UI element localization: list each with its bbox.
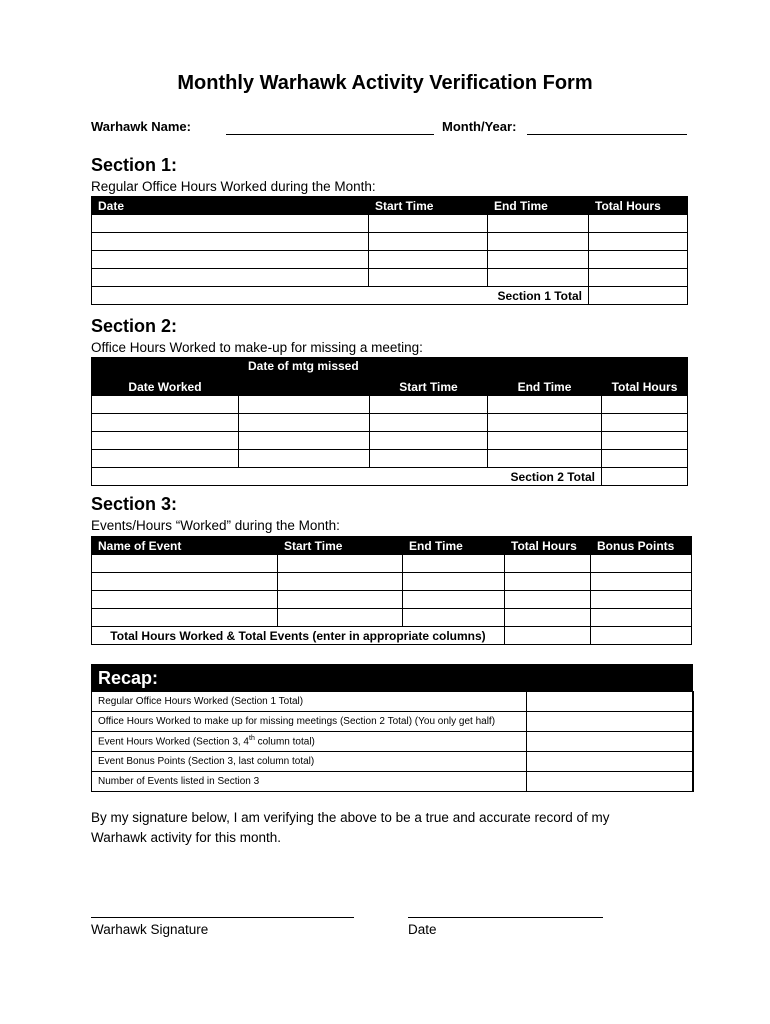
section2-total-row [92, 468, 688, 486]
recap-value-cell[interactable] [527, 732, 694, 752]
month-year-field[interactable] [527, 134, 687, 135]
section3-total-hours-cell[interactable] [505, 627, 591, 645]
col-bonus-points: Bonus Points [591, 537, 692, 555]
section1-total-row [92, 287, 688, 305]
section2-total-cell[interactable] [602, 468, 688, 486]
form-title: Monthly Warhawk Activity Verification Form [177, 72, 593, 94]
warhawk-name-field[interactable] [226, 134, 434, 135]
section2-heading: Section 2: [91, 316, 178, 336]
table-row [92, 251, 688, 269]
section3-total-bonus-cell[interactable] [591, 627, 692, 645]
col-date: Date [92, 197, 369, 215]
section3-total-row [92, 627, 692, 645]
section1-total-cell[interactable] [589, 287, 688, 305]
signature-line[interactable] [91, 917, 354, 918]
table-row [92, 215, 688, 233]
col-name-of-event: Name of Event [92, 537, 278, 555]
col-date-mtg-missed: Date of mtg missed [248, 359, 359, 373]
table-row [92, 609, 692, 627]
section1-table [91, 196, 688, 305]
table-row [92, 573, 692, 591]
recap-box [91, 664, 693, 792]
section1-subtitle: Regular Office Hours Worked during the Month: [91, 179, 376, 194]
recap-value-cell[interactable] [527, 772, 694, 792]
table-row [92, 732, 694, 752]
section3-table [91, 536, 692, 645]
recap-label: Event Hours Worked (Section 3, 4th column total) [92, 732, 527, 752]
section3-subtitle: Events/Hours “Worked” during the Month: [91, 518, 340, 533]
table-row [92, 555, 692, 573]
section2-subtitle: Office Hours Worked to make-up for missing a meeting: [91, 340, 423, 355]
recap-heading: Recap: [92, 665, 692, 691]
table-row [92, 712, 694, 732]
signature-label: Warhawk Signature [91, 922, 209, 937]
table-row [92, 414, 688, 432]
recap-label: Office Hours Worked to make up for missing meetings (Section 2 Total) (You only get half) [92, 712, 527, 732]
section1-heading: Section 1: [91, 155, 178, 175]
col-end-time: End Time [403, 537, 505, 555]
recap-label: Event Bonus Points (Section 3, last column total) [92, 752, 527, 772]
section1-total-label: Section 1 Total [92, 287, 589, 305]
section3-heading: Section 3: [91, 494, 178, 514]
table-row [92, 233, 688, 251]
table-row [92, 591, 692, 609]
table-row [92, 396, 688, 414]
recap-label: Number of Events listed in Section 3 [92, 772, 527, 792]
section2-table [91, 357, 688, 486]
col-end-time: End Time [488, 197, 589, 215]
col-total-hours: Total Hours [505, 537, 591, 555]
table-row [92, 772, 694, 792]
col-start-time: Start Time [370, 358, 488, 396]
table-row [92, 692, 694, 712]
table-row [92, 432, 688, 450]
table-row [92, 450, 688, 468]
recap-value-cell[interactable] [527, 712, 694, 732]
col-start-time: Start Time [278, 537, 403, 555]
date-label: Date [408, 922, 437, 937]
table-row [92, 269, 688, 287]
recap-value-cell[interactable] [527, 692, 694, 712]
verification-statement: By my signature below, I am verifying the above to be a true and accurate record of my Warhawk activity for this month. [91, 810, 610, 845]
section2-total-label: Section 2 Total [92, 468, 602, 486]
col-end-time: End Time [488, 358, 602, 396]
month-year-label: Month/Year: [442, 119, 517, 134]
table-row [92, 752, 694, 772]
recap-label: Regular Office Hours Worked (Section 1 Total) [92, 692, 527, 712]
col-start-time: Start Time [369, 197, 488, 215]
recap-table [91, 691, 694, 792]
recap-value-cell[interactable] [527, 752, 694, 772]
col-date-worked: Date Worked [92, 358, 239, 396]
section3-total-label: Total Hours Worked & Total Events (enter in appropriate columns) [92, 627, 505, 645]
warhawk-name-label: Warhawk Name: [91, 119, 191, 134]
col-total-hours: Total Hours [589, 197, 688, 215]
date-line[interactable] [408, 917, 603, 918]
col-total-hours: Total Hours [602, 358, 688, 396]
